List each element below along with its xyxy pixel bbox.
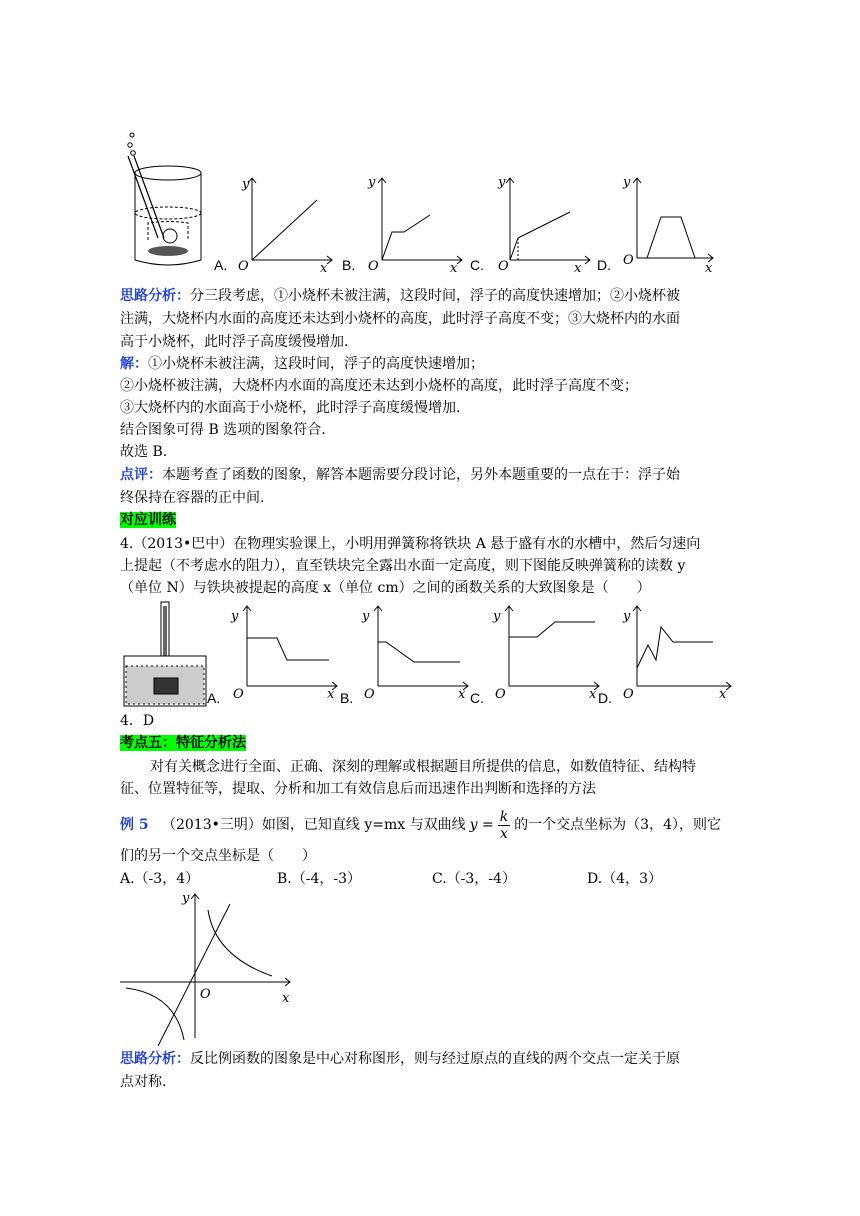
q3-analysis-line-1: 思路分析：分三段考虑，①小烧杯未被注满，这段时间，浮子的高度快速增加；②小烧杯被	[120, 288, 680, 304]
origin-label: O	[623, 253, 634, 268]
ex5-choice-b: B.（-4，-3）	[277, 871, 362, 887]
q3-comment-line-1: 点评：本题考查了函数的图象，解答本题需要分段讨论，另外本题重要的一点在于：浮子始	[120, 467, 680, 483]
q4-option-b-label: B.	[340, 690, 354, 706]
origin-label: O	[368, 259, 379, 274]
y-axis-label: y	[242, 177, 250, 192]
q4-answer: 4．D	[120, 713, 155, 729]
q4-text-line-1: 4.（2013•巴中）在物理实验课上，小明用弹簧称将铁块 A 悬于盛有水的水槽中，然后匀速向	[120, 536, 701, 552]
y-axis-label: y	[623, 609, 631, 624]
point5-heading: 考点五：特征分析法	[120, 735, 246, 751]
ex5-choice-d: D.（4，3）	[587, 871, 662, 887]
origin-label: O	[364, 687, 375, 702]
ex5-choice-a: A.（-3，4）	[120, 871, 200, 887]
spring-scale-illustration	[120, 600, 210, 710]
ex5-line-1: 例 5 （2013•三明）如图，已知直线 y=mx 与双曲线 y = $\frac{k}{x}$ 的一个交点坐标为（3，4），则它	[120, 808, 721, 842]
x-axis-label: x	[719, 687, 727, 702]
practice-heading: 对应训练	[120, 512, 176, 528]
y-axis-label: y	[368, 175, 376, 190]
x-axis-label: x	[705, 261, 713, 276]
x-axis-label: x	[458, 687, 466, 702]
origin-label: O	[238, 259, 249, 274]
x-axis-label: x	[589, 687, 597, 702]
y-axis-label: y	[498, 175, 506, 190]
point5-line-2: 征、位置特征等，提取、分析和加工有效信息后而迅速作出判断和选择的方法	[120, 781, 596, 797]
y-axis-label: y	[623, 175, 631, 190]
y-axis-label: y	[231, 609, 239, 624]
q3-solution-line-2: ②小烧杯被注满，大烧杯内水面的高度还未达到小烧杯的高度，此时浮子高度不变；	[120, 378, 638, 394]
q3-option-a-label: A.	[214, 257, 228, 273]
origin-label: O	[233, 687, 244, 702]
q3-analysis-line-2: 注满，大烧杯内水面的高度还未达到小烧杯的高度，此时浮子高度不变；③大烧杯内的水面	[120, 311, 680, 327]
origin-label: O	[495, 687, 506, 702]
q3-option-c-label: C.	[470, 257, 484, 273]
q3-graph-a	[232, 170, 342, 280]
q3-graph-b	[362, 170, 472, 280]
origin-label: O	[498, 259, 509, 274]
q4-option-c-label: C.	[470, 690, 484, 706]
q4-text-line-2: 上提起（不考虑水的阻力），直至铁块完全露出水面一定高度，则下图能反映弹簧称的读数 y	[120, 558, 686, 574]
q3-option-b-label: B.	[342, 257, 356, 273]
y-axis-label: y	[182, 891, 190, 906]
q4-option-d-label: D.	[598, 690, 612, 706]
x-axis-label: x	[327, 687, 335, 702]
hyperbola-line-graph	[120, 888, 300, 1048]
q4-graph-d	[615, 600, 740, 705]
ex5-analysis-line-2: 点对称.	[120, 1074, 167, 1090]
y-axis-label: y	[362, 609, 370, 624]
k-over-x-fraction: $\frac{k}{x}$	[499, 808, 509, 842]
q3-solution-line-3: ③大烧杯内的水面高于小烧杯，此时浮子高度缓慢增加.	[120, 400, 461, 416]
q3-solution-line-5: 故选 B.	[120, 444, 168, 460]
q3-option-d-label: D.	[597, 257, 611, 273]
q4-graph-c	[487, 600, 607, 705]
x-axis-label: x	[282, 991, 290, 1006]
q3-graph-c	[490, 170, 600, 280]
q3-graph-d	[617, 170, 727, 280]
y-axis-label: y	[493, 609, 501, 624]
q4-option-a-label: A.	[207, 690, 221, 706]
x-axis-label: x	[574, 261, 582, 276]
q3-analysis-line-3: 高于小烧杯，此时浮子高度缓慢增加.	[120, 334, 349, 350]
ex5-analysis-line-1: 思路分析：反比例函数的图象是中心对称图形，则与经过原点的直线的两个交点一定关于原	[120, 1051, 680, 1067]
q3-solution-line-4: 结合图象可得 B 选项的图象符合.	[120, 422, 326, 438]
x-axis-label: x	[450, 261, 458, 276]
q3-comment-line-2: 终保持在容器的正中间.	[120, 490, 265, 506]
q3-solution-line-1: 解：①小烧杯未被注满，这段时间，浮子的高度快速增加；	[120, 356, 484, 372]
x-axis-label: x	[320, 261, 328, 276]
ex5-choice-c: C.（-3，-4）	[432, 871, 516, 887]
q4-graph-a	[225, 600, 345, 705]
beaker-illustration	[118, 128, 213, 273]
point5-line-1: 对有关概念进行全面、正确、深刻的理解或根据题目所提供的信息，如数值特征、结构特	[150, 759, 696, 775]
origin-label: O	[623, 687, 634, 702]
q4-graph-b	[356, 600, 476, 705]
origin-label: O	[200, 987, 211, 1002]
q4-text-line-3: （单位 N）与铁块被提起的高度 x（单位 cm）之间的函数关系的大致图象是（ ）	[120, 580, 651, 596]
ex5-line-2: 们的另一个交点坐标是（ ）	[120, 848, 316, 864]
